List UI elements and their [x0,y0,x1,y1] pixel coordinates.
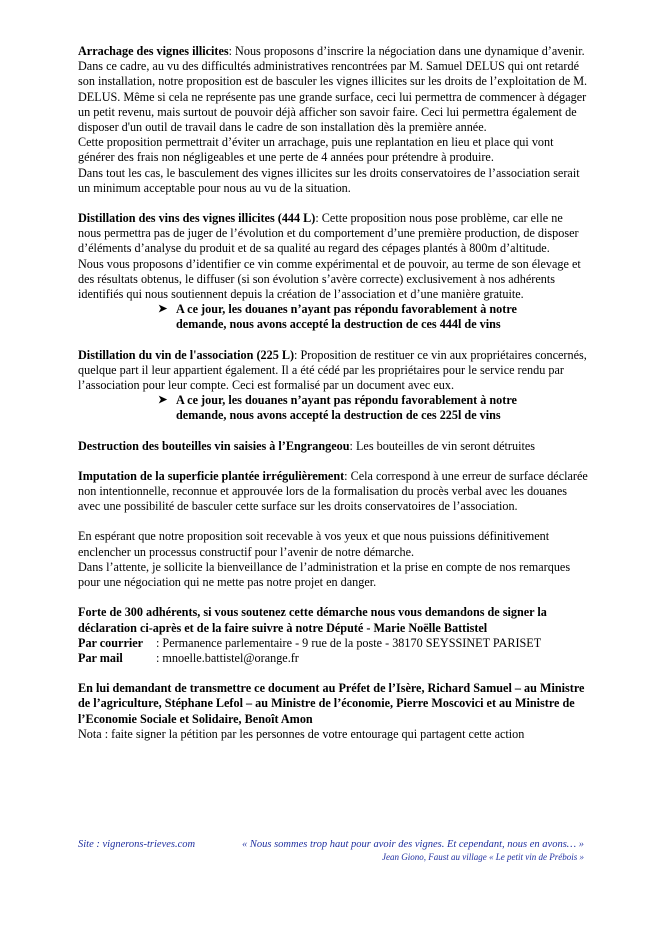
contact-courrier [78,636,588,651]
section-heading: Distillation du vin de l'association (225 L) [78,347,295,362]
section-text: : Les bouteilles de vin seront détruites [349,438,536,453]
contact-label: Par courrier [78,635,144,650]
arrow-note-line: A ce jour, les douanes n’ayant pas répondu favorablement à notre [176,393,517,408]
section-heading: Arrachage des vignes illicites [78,44,229,58]
section-distillation-illicites [78,211,588,257]
section-heading: Imputation de la superficie plantée irrégulièrement [78,468,345,483]
section-text: : Nous proposons d’inscrire la négociation dans une dynamique d’avenir. Dans ce cadre, au vu des difficultés administratives rencontrées par M. Samuel DELUS qui ont retardé son installation, notre proposition est de basculer les vignes illicites sur les droits de l’exploitation de M. DELUS. Même si cela ne représente pas une grande surface, ceci lui permettra de commencer à dégager un petit revenu, mais surtout de pouvoir déjà afficher son savoir faire. Ceci lui permettra également de disposer d'un outil de travail dans le cadre de son installation dès la première année. [78,44,588,135]
contact-label: Par mail [78,650,123,665]
paragraph: Nous vous proposons d’identifier ce vin comme expérimental et de pouvoir, au terme de son élevage et des résultats obtenus, le diffuser (si son évolution s’avère correcte) exclusivement à nos adhérents identifiés qui nous soutiennent depuis la création de l’association et d’une manière gratuite. [78,256,581,302]
section-text: : Cette proposition nous pose problème, car elle ne nous permettra pas de juger de l’évolution et du comportement d’une première production, de disposer d’éléments d’analyse du produit et de sa qualité au regard des cépages plantés à 800m d’altitude. [78,211,579,256]
contact-address: : Permanence parlementaire - 9 rue de la poste - 38170 SEYSSINET PARISET [156,635,542,650]
note-text: Nota : faite signer la pétition par les personnes de votre entourage qui partagent cette action [78,726,525,741]
section-text: : Proposition de restituer ce vin aux propriétaires concernés, quelque part il leur appartient également. Il a été cédé par les propriétaires pour le service rendu par l’association pour leur compte. Ceci est formalisé par un document avec eux. [78,347,587,393]
arrow-note-line: A ce jour, les douanes n’ayant pas répondu favorablement à notre [176,302,517,317]
document-body [78,44,588,742]
transmit-text: En lui demandant de transmettre ce document au Préfet de l’Isère, Richard Samuel – au Ministre de l’agriculture, Stéphane Lefol – au Ministre de l’économie, Pierre Moscovici et au Ministre de l’Economie Sociale et Solidaire, Benoît Amon [78,681,585,726]
paragraph: Cette proposition permettrait d’éviter un arrachage, puis une replantation en lieu et place qui vont générer des frais non négligeables et une perte de 4 années pour prétendre à produire. [78,135,554,165]
arrow-note-line: demande, nous avons accepté la destruction de ces 444l de vins [176,317,501,332]
section-destruction [78,439,588,454]
arrow-note [78,302,588,332]
appeal-text: Forte de 300 adhérents, si vous soutenez cette démarche nous vous demandons de signer la déclaration ci-après et de la faire suivre à notre Député - Marie Noëlle Battistel [78,605,547,635]
paragraph: Dans tout les cas, le basculement des vignes illicites sur les droits conservatoires de l’association serait un minimum acceptable pour nous au vu de la situation. [78,165,580,195]
closing-paragraph: En espérant que notre proposition soit recevable à vos yeux et que nous puissions définitivement enclencher un processus constructif pour l’avenir de notre démarche. [78,529,550,559]
section-heading: Destruction des bouteilles vin saisies à l’Engrangeou [78,438,350,453]
section-arrachage [78,44,588,135]
footer-attribution: Jean Giono, Faust au village « Le petit vin de Prébois » [382,852,584,862]
footer-site: Site : vignerons-trieves.com [78,839,196,850]
contact-email: : mnoelle.battistel@orange.fr [156,650,299,665]
section-imputation [78,469,588,515]
footer-quote: « Nous sommes trop haut pour avoir des vignes. Et cependant, nous en avons… » [242,839,584,850]
page-footer [78,838,584,864]
closing-paragraph: Dans l’attente, je sollicite la bienveillance de l’administration et la prise en compte de nos remarques pour une négociation qui ne mette pas notre projet en danger. [78,559,571,590]
arrow-bullet-icon: ➤ [158,394,168,407]
arrow-note-line: demande, nous avons accepté la destruction de ces 225l de vins [176,408,501,423]
section-text: : Cela correspond à une erreur de surface déclarée non intentionnelle, reconnue et approuvée lors de la formalisation du procès verbal avec les douanes avec une possibilité de basculer cette surface sur les droits conservatoires de l’association. [78,468,588,514]
arrow-bullet-icon: ➤ [158,303,168,316]
section-heading: Distillation des vins des vignes illicites (444 L) [78,211,316,226]
contact-mail [78,651,588,666]
arrow-note [78,393,588,423]
section-distillation-association [78,348,588,394]
